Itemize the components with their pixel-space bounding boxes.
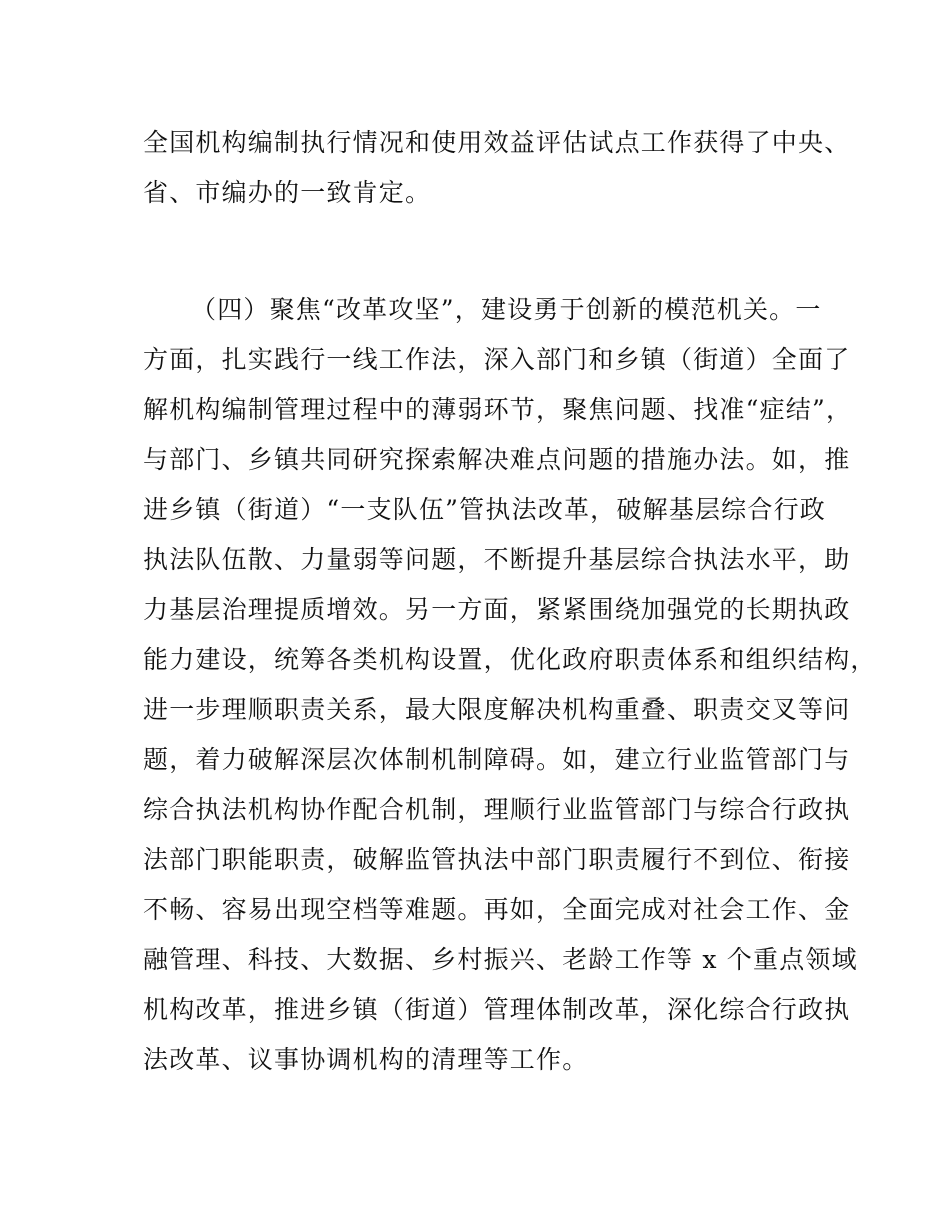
text-line: 不畅、容易出现空档等难题。再如，全面完成对社会工作、金 [143, 895, 851, 924]
text-line: 法改革、议事协调机构的清理等工作。 [143, 1045, 589, 1074]
text-line: 题，着力破解深层次体制机制障碍。如，建立行业监管部门与 [143, 745, 851, 774]
text-line: 融管理、科技、大数据、乡村振兴、老龄工作等 x 个重点领域 [143, 945, 858, 974]
text-line: 能力建设，统筹各类机构设置，优化政府职责体系和组织结构， [143, 645, 877, 674]
text-line: 执法队伍散、力量弱等问题，不断提升基层综合执法水平，助 [143, 545, 851, 574]
text-line: 机构改革，推进乡镇（街道）管理体制改革，深化综合行政执 [143, 995, 851, 1024]
text-line: 方面，扎实践行一线工作法，深入部门和乡镇（街道）全面了 [143, 345, 851, 374]
text-line: 力基层治理提质增效。另一方面，紧紧围绕加强党的长期执政 [143, 595, 851, 624]
text-line: 进乡镇（街道）“一支队伍”管执法改革，破解基层综合行政 [143, 495, 826, 524]
text-line: 省、市编办的一致肯定。 [143, 178, 432, 207]
paragraph-first-line: （四）聚焦“改革攻坚”，建设勇于创新的模范机关。一 [191, 295, 822, 324]
text-line: 进一步理顺职责关系，最大限度解决机构重叠、职责交叉等问 [143, 695, 851, 724]
paragraph-continued [143, 118, 851, 218]
text-line: 全国机构编制执行情况和使用效益评估试点工作获得了中央、 [143, 128, 851, 157]
text-line: 与部门、乡镇共同研究探索解决难点问题的措施办法。如，推 [143, 445, 851, 474]
paragraph-reform [143, 285, 877, 1085]
text-line: 解机构编制管理过程中的薄弱环节，聚焦问题、找准“症结”， [143, 395, 853, 424]
text-line: 法部门职能职责，破解监管执法中部门职责履行不到位、衔接 [143, 845, 851, 874]
text-line: 综合执法机构协作配合机制，理顺行业监管部门与综合行政执 [143, 795, 851, 824]
